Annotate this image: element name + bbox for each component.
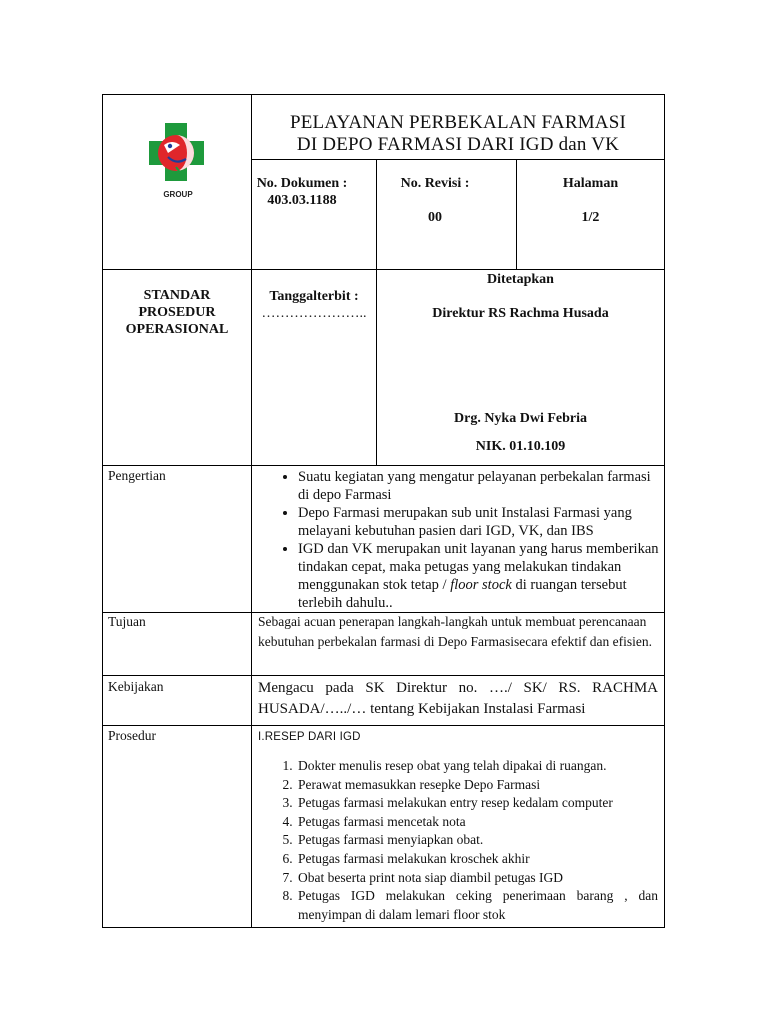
procedure-heading: I.RESEP DARI IGD xyxy=(258,731,361,743)
table-border-bottom xyxy=(102,927,665,928)
hospital-logo xyxy=(146,119,206,201)
procedure-step: 1. Dokter menulis resep obat yang telah dipakai di ruangan. xyxy=(296,757,658,776)
revision-label: No. Revisi : xyxy=(400,176,470,191)
title-line-1: PELAYANAN PERBEKALAN FARMASI xyxy=(289,112,627,133)
row-line-2 xyxy=(102,465,665,466)
logo-caption: GROUP xyxy=(163,190,193,199)
cross-logo-icon xyxy=(146,119,206,201)
table-border-right xyxy=(664,94,665,928)
table-border-top xyxy=(102,94,665,95)
definition-item-1: • Suatu kegiatan yang mengatur pelayanan perbekalan farmasi di depo Farmasi xyxy=(298,468,664,504)
sop-label: STANDAR PROSEDUR OPERASIONAL xyxy=(125,288,229,337)
doc-number-label: No. Dokumen : xyxy=(256,176,348,191)
table-border-left xyxy=(102,94,103,928)
director-title: Direktur RS Rachma Husada xyxy=(432,306,609,321)
set-by-label: Ditetapkan xyxy=(487,272,554,287)
procedure-step: 5. Petugas farmasi menyiapkan obat. xyxy=(296,831,658,850)
row-line-4 xyxy=(102,675,665,676)
procedure-step: 8. Petugas IGD melakukan ceking penerimaan barang , dan menyimpan di dalam lemari floor stok xyxy=(296,887,658,924)
tujuan-label: Tujuan xyxy=(108,614,146,629)
procedure-step: 2. Perawat memasukkan resepke Depo Farmasi xyxy=(296,776,658,795)
signer-nik: NIK. 01.10.109 xyxy=(475,439,566,454)
kebijakan-label: Kebijakan xyxy=(108,679,164,694)
procedure-step: 7. Obat beserta print nota siap diambil petugas IGD xyxy=(296,869,658,888)
issue-date xyxy=(252,288,376,322)
pengertian-label: Pengertian xyxy=(108,468,166,483)
issue-date-value: ………………….. xyxy=(261,306,367,321)
doc-number-value: 403.03.1188 xyxy=(267,193,337,208)
prosedur-label: Prosedur xyxy=(108,728,156,743)
header-divider xyxy=(251,159,665,160)
definition-item-2: • Depo Farmasi merupakan sub unit Instalasi Farmasi yang melayani kebutuhan pasien dari IGD, VK, dan IBS xyxy=(298,504,664,540)
definition-item-3: • IGD dan VK merupakan unit layanan yang harus memberikan tindakan cepat, maka petugas yang melakukan tindakan menggunakan stok tetap / floor stock di ruangan tersebut terlebih dahulu.. xyxy=(298,540,664,612)
signer-name: Drg. Nyka Dwi Febria xyxy=(454,411,587,426)
kebijakan-text: Mengacu pada SK Direktur no. …./ SK/ RS. RACHMA HUSADA/…../… tentang Kebijakan Instalasi Farmasi xyxy=(258,680,658,717)
revision-number xyxy=(377,175,493,226)
page-number xyxy=(517,175,664,226)
procedure-step: 3. Petugas farmasi melakukan entry resep kedalam computer xyxy=(296,794,658,813)
page-label: Halaman xyxy=(562,176,619,191)
row-line-1 xyxy=(102,269,665,270)
row-line-5 xyxy=(102,725,665,726)
tujuan-text: Sebagai acuan penerapan langkah-langkah untuk membuat perencanaan kebutuhan perbekalan farmasi di Depo Farmasisecara efektif dan efisien. xyxy=(258,614,652,649)
revision-value: 00 xyxy=(428,210,442,225)
issue-date-label: Tanggalterbit : xyxy=(269,289,359,304)
title-line-2: DI DEPO FARMASI DARI IGD dan VK xyxy=(296,134,620,155)
page-value: 1/2 xyxy=(581,210,600,225)
pengertian-content xyxy=(252,468,664,612)
document-title xyxy=(252,112,664,156)
procedure-step: 6. Petugas farmasi melakukan kroschek akhir xyxy=(296,850,658,869)
procedure-steps xyxy=(252,757,658,924)
procedure-step: 4. Petugas farmasi mencetak nota xyxy=(296,813,658,832)
document-number xyxy=(252,175,352,209)
